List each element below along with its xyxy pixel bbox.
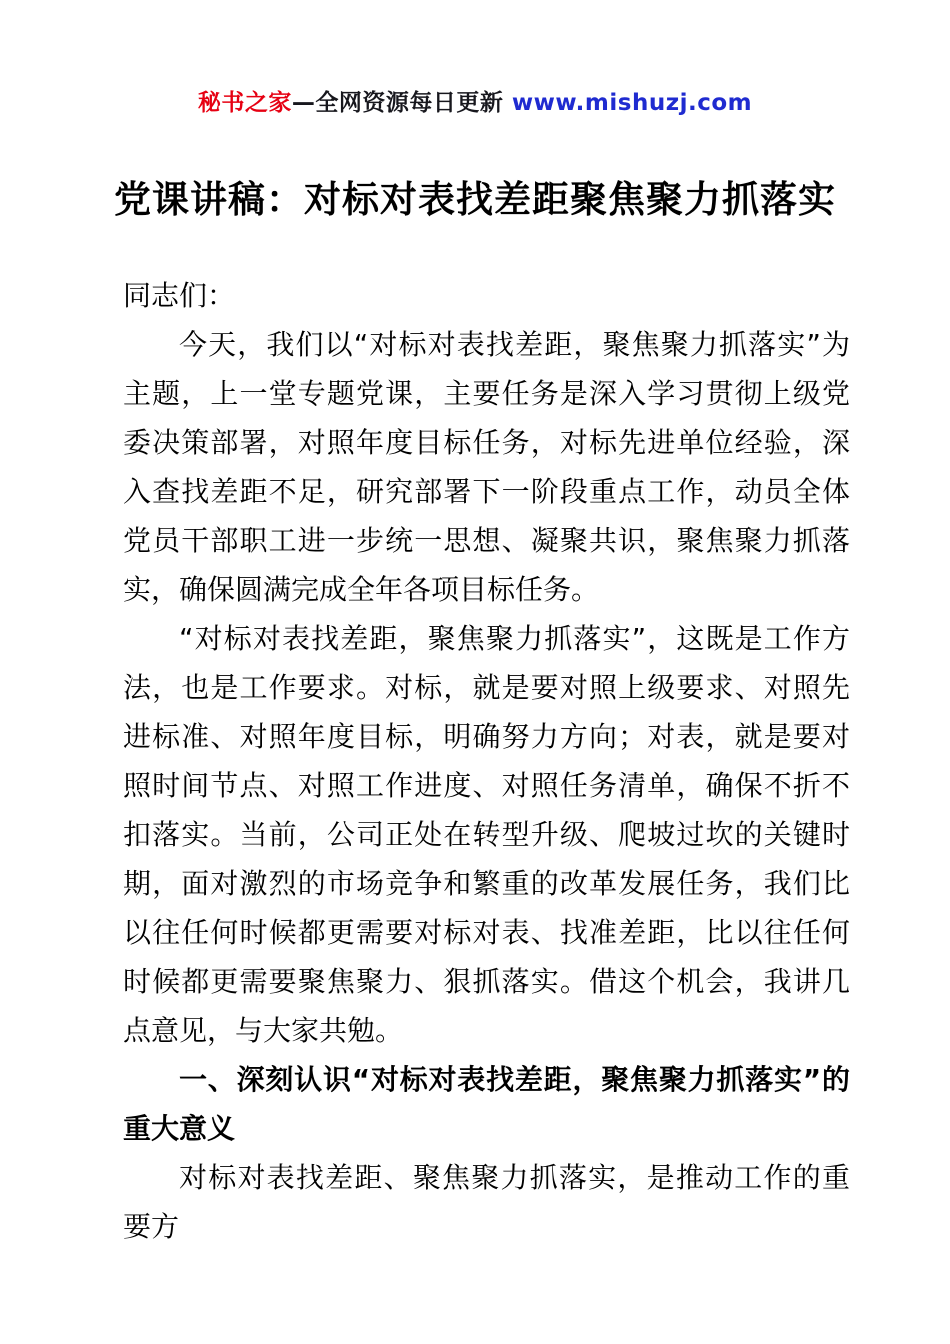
brand-name: 秘书之家 [197,90,292,116]
section-heading: 一、深刻认识“对标对表找差距，聚焦聚力抓落实”的重大意义 [123,1063,850,1146]
site-url-link[interactable]: www.mishuzj.com [511,90,753,116]
paragraph-salutation: 同志们： [123,279,236,313]
paragraph: 对标对表找差距、聚焦聚力抓落实，是推动工作的重要方 [123,1161,850,1244]
document-body [123,271,850,1251]
header-tagline: —全网资源每日更新 [291,90,512,116]
site-header [0,84,950,117]
document-title: 党课讲稿：对标对表找差距聚焦聚力抓落实 [114,178,836,221]
paragraph: 今天，我们以“对标对表找差距，聚焦聚力抓落实”为主题，上一堂专题党课，主要任务是深入学习贯彻上级党委决策部署，对照年度目标任务，对标先进单位经验，深入查找差距不足，研究部署下一阶段重点工作，动员全体党员干部职工进一步统一思想、凝聚共识，聚焦聚力抓落实，确保圆满完成全年各项目标任务。 [123,328,850,607]
paragraph: “对标对表找差距，聚焦聚力抓落实”，这既是工作方法，也是工作要求。对标，就是要对照上级要求、对照先进标准、对照年度目标，明确努力方向；对表，就是要对照时间节点、对照工作进度、对照任务清单，确保不折不扣落实。当前，公司正处在转型升级、爬坡过坎的关键时期，面对激烈的市场竞争和繁重的改革发展任务，我们比以往任何时候都更需要对标对表、找准差距，比以往任何时候都更需要聚焦聚力、狠抓落实。借这个机会，我讲几点意见，与大家共勉。 [123,622,850,1048]
